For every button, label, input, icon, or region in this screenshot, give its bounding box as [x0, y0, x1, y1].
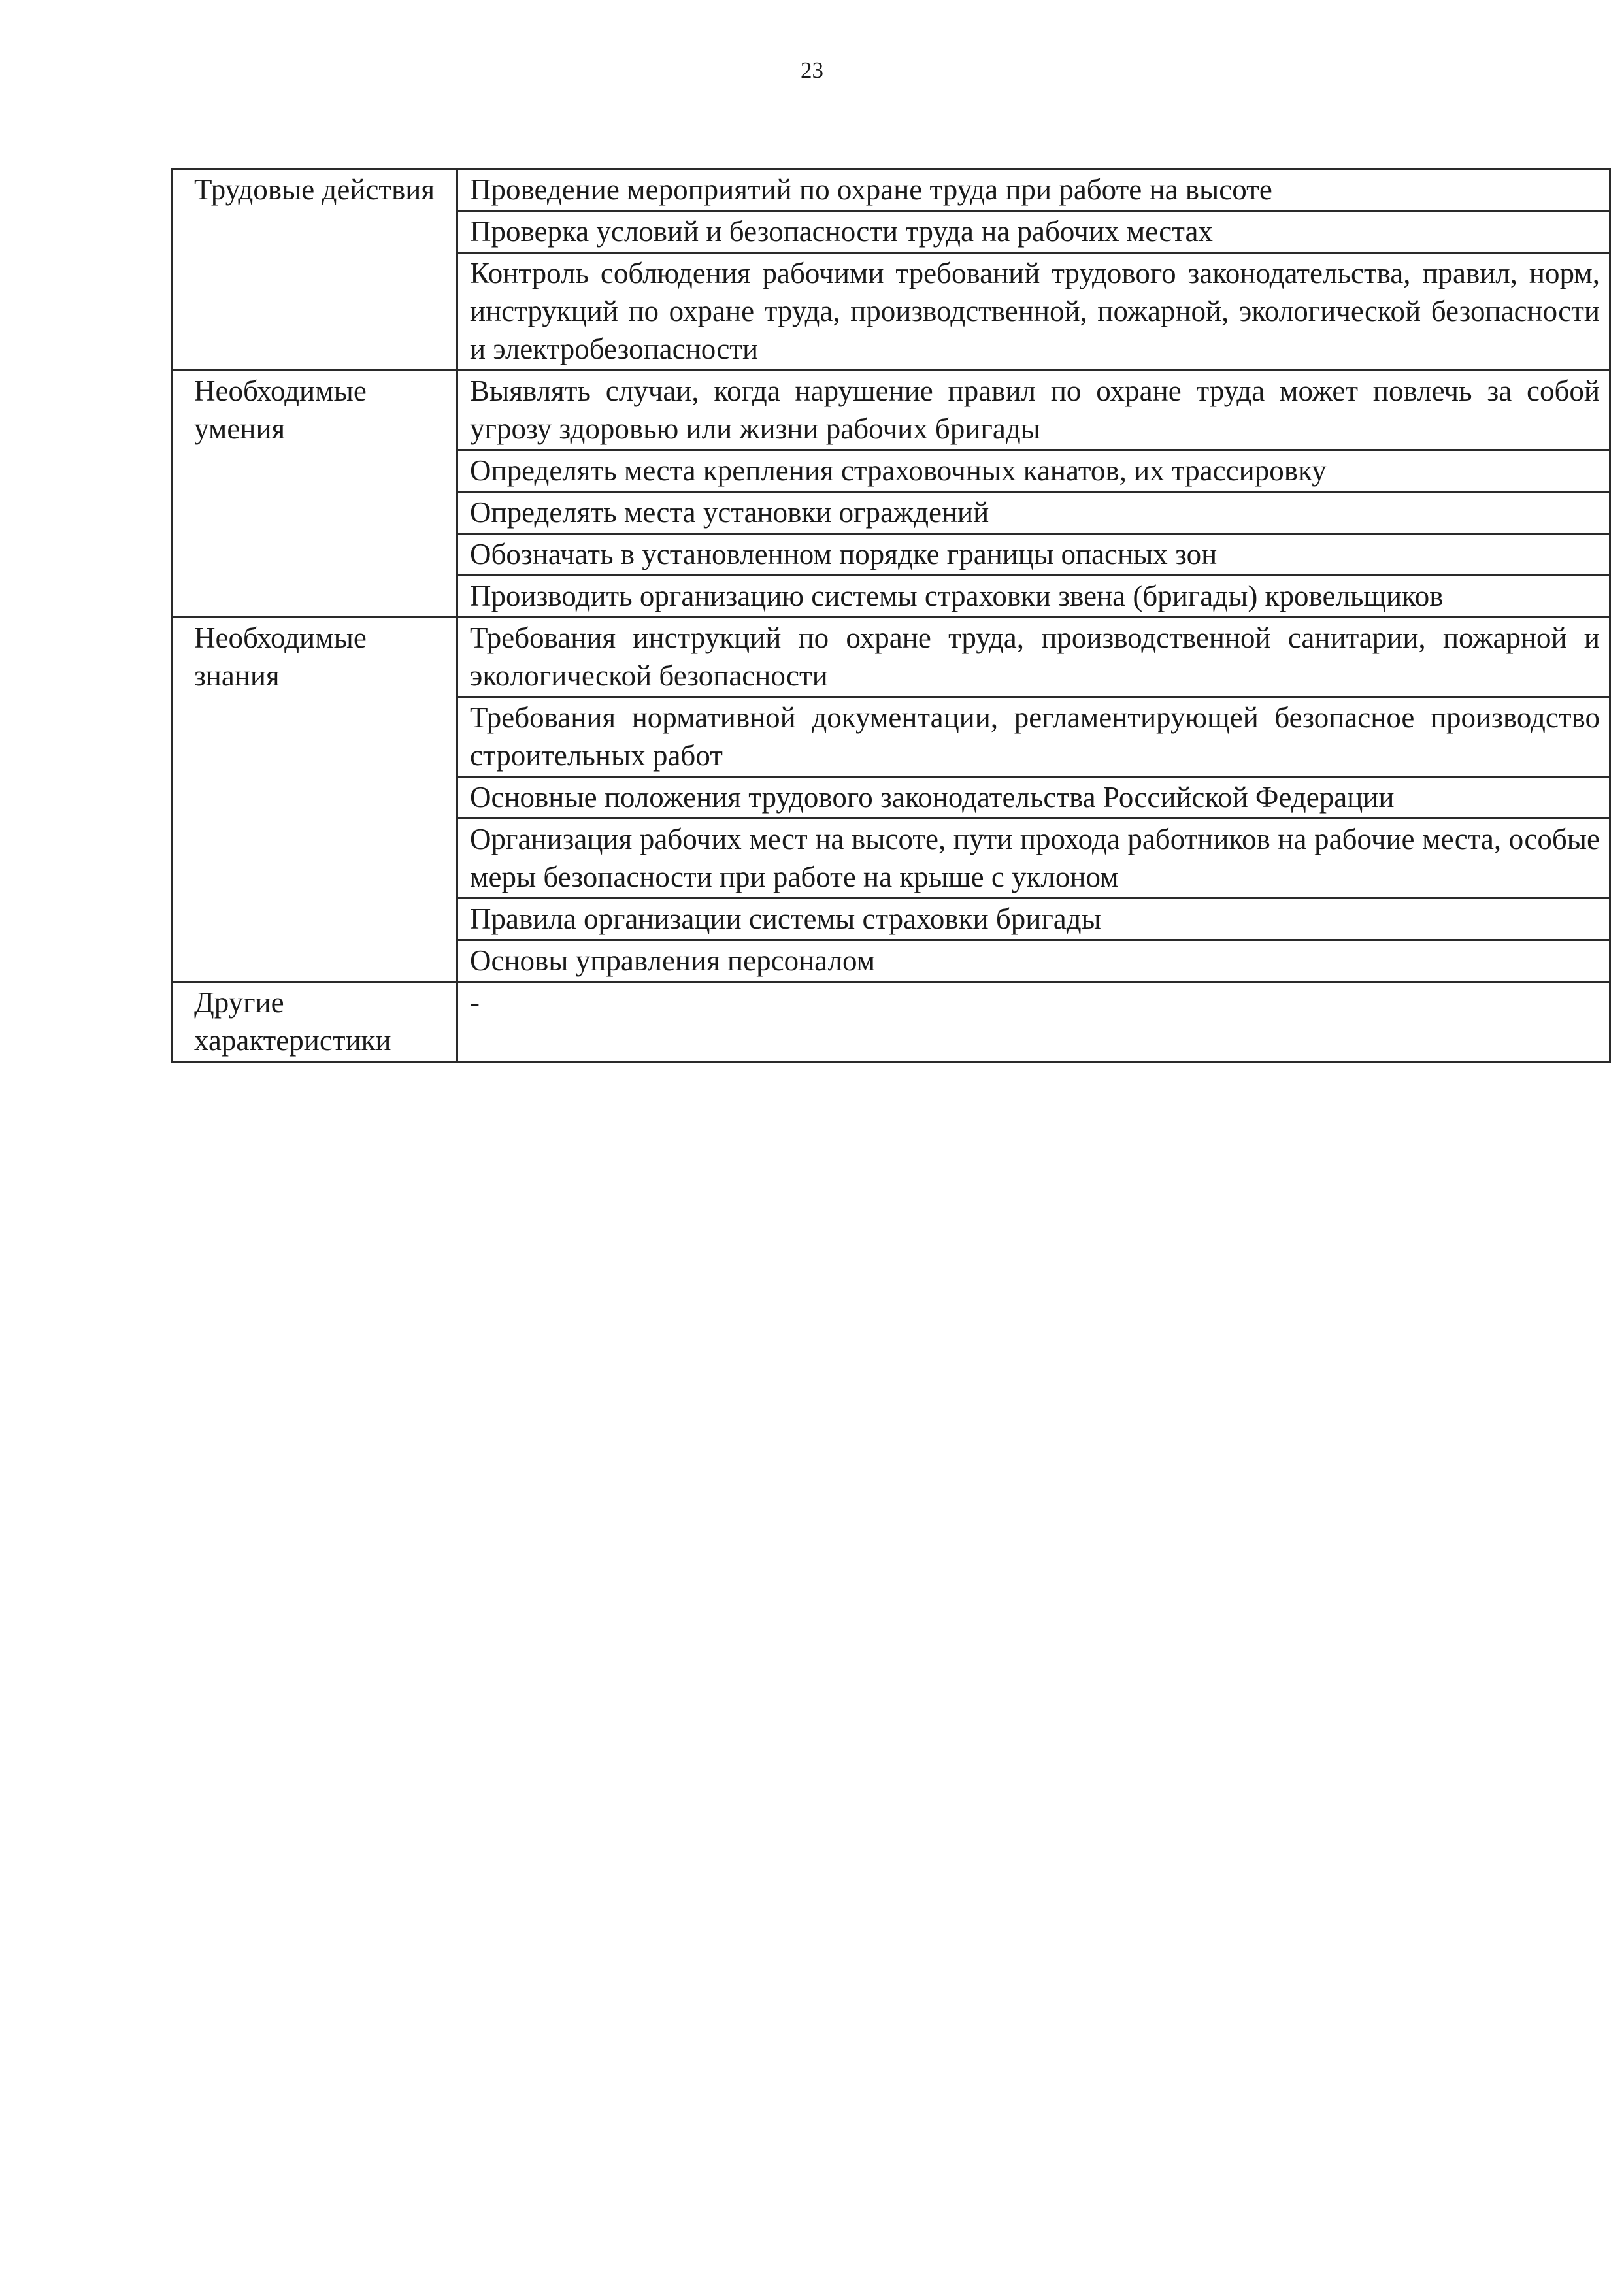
table-cell: Требования нормативной документации, регламентирующей безопасное производство строительных работ: [457, 697, 1610, 777]
table-row: [173, 618, 1610, 697]
table-cell: Обозначать в установленном порядке границы опасных зон: [457, 534, 1610, 576]
table-cell: Определять места крепления страховочных канатов, их трассировку: [457, 450, 1610, 492]
table-cell: Контроль соблюдения рабочими требований трудового законодательства, правил, норм, инструкций по охране труда, производственной, пожарной, экологической безопасности и электробезопасности: [457, 253, 1610, 371]
row-label-other-characteristics: Другие характеристики: [173, 982, 457, 1062]
row-label-labor-actions: Трудовые действия: [173, 169, 457, 371]
table-cell: Выявлять случаи, когда нарушение правил по охране труда может повлечь за собой угрозу здоровью или жизни рабочих бригады: [457, 371, 1610, 450]
table-cell: Правила организации системы страховки бригады: [457, 899, 1610, 940]
table-cell: Организация рабочих мест на высоте, пути прохода работников на рабочие места, особые меры безопасности при работе на крыше с уклоном: [457, 819, 1610, 899]
page-number: 23: [801, 58, 823, 83]
table-cell: Проведение мероприятий по охране труда при работе на высоте: [457, 169, 1610, 211]
requirements-table: [171, 168, 1611, 1063]
table-row: [173, 371, 1610, 450]
table-cell: Определять места установки ограждений: [457, 492, 1610, 534]
table-cell: Требования инструкций по охране труда, производственной санитарии, пожарной и экологической безопасности: [457, 618, 1610, 697]
table-row: [173, 982, 1610, 1062]
row-label-required-knowledge: Необходимые знания: [173, 618, 457, 982]
table-cell: Производить организацию системы страховки звена (бригады) кровельщиков: [457, 576, 1610, 618]
table-cell: Основные положения трудового законодательства Российской Федерации: [457, 777, 1610, 819]
table-cell: Основы управления персоналом: [457, 940, 1610, 982]
table-cell: -: [457, 982, 1610, 1062]
table-cell: Проверка условий и безопасности труда на рабочих местах: [457, 211, 1610, 253]
table-row: [173, 169, 1610, 211]
row-label-required-skills: Необходимые умения: [173, 371, 457, 618]
